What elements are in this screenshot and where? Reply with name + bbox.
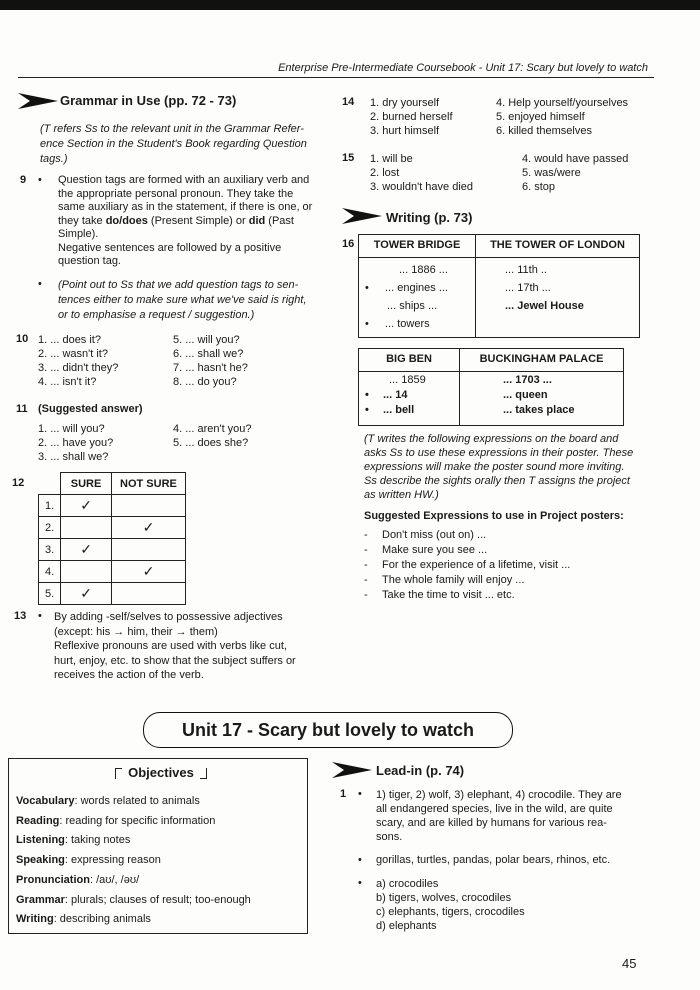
cell-text: ... towers — [385, 318, 430, 330]
bullet-icon: • — [358, 854, 362, 866]
answer-item: 2. burned herself — [370, 111, 453, 123]
check-icon — [61, 517, 112, 539]
text-line: (except: his → him, their → them) — [54, 625, 218, 638]
objective-text: : taking notes — [64, 834, 131, 847]
bigben-table — [358, 348, 624, 426]
check-icon: ✓ — [61, 539, 112, 561]
cell-text: ... ships ... — [387, 300, 438, 312]
table-row — [365, 388, 426, 403]
leadin-title: Lead-in (p. 74) — [376, 763, 465, 778]
table-row — [365, 279, 448, 297]
cell-text: ... 1703 ... — [503, 374, 552, 386]
row-divider — [359, 371, 623, 372]
table-corner — [39, 473, 61, 495]
text-line: sons. — [376, 831, 403, 843]
answer-item: 5. was/were — [522, 167, 581, 179]
text-line: Negative sentences are followed by a positive — [58, 241, 282, 254]
check-icon: ✓ — [61, 583, 112, 605]
ex9-bullet1 — [58, 174, 312, 269]
grammar-title: Grammar in Use (pp. 72 - 73) — [60, 93, 237, 108]
leadin-answer1 — [376, 788, 622, 844]
check-icon — [111, 583, 185, 605]
cell-text: ... 1886 ... — [399, 264, 448, 276]
table-row — [39, 517, 186, 539]
objective-item — [16, 910, 251, 930]
answer-item: 3. ... didn't they? — [38, 362, 119, 374]
objective-text: : words related to animals — [74, 795, 200, 807]
note-line: ence Section in the Student's Book regarding Question — [40, 138, 307, 150]
list-item: - Make sure you see ... — [364, 544, 488, 556]
text-line: all endangered species, live in the wild, are quite — [376, 803, 613, 815]
answer-item: 5. enjoyed himself — [496, 111, 585, 123]
objective-label: Pronunciation — [16, 873, 90, 886]
col-header: SURE — [61, 473, 112, 495]
cell-text: ... bell — [383, 404, 415, 416]
answer-item: 4. ... aren't you? — [173, 423, 252, 435]
section-arrow-icon — [342, 206, 382, 226]
text-line: hurt, enjoy, etc. to show that the subject suffers or — [54, 654, 296, 667]
writing-title: Writing (p. 73) — [386, 210, 473, 225]
exercise-number: 1 — [340, 788, 347, 800]
text-line: Reflexive pronouns are used with verbs like cut, — [54, 640, 287, 652]
text-line: d) elephants — [376, 920, 437, 932]
list-text: Make sure you see ... — [382, 544, 488, 556]
ex15-left — [370, 152, 473, 194]
ex11-right — [173, 422, 252, 450]
text-line: By adding -self/selves to possessive adjectives — [54, 611, 283, 623]
cell-text: ... takes place — [503, 404, 575, 416]
cell-text: ... Jewel House — [505, 300, 584, 312]
row-number: 1. — [39, 495, 61, 517]
ex10-left — [38, 333, 118, 389]
answer-item: 5. ... does she? — [173, 437, 249, 449]
check-icon — [61, 561, 112, 583]
objective-item — [16, 831, 251, 851]
answer-item: 6. stop — [522, 181, 556, 193]
objectives-title-frame — [115, 764, 207, 782]
row-number: 4. — [39, 561, 61, 583]
objective-text: : plurals; clauses of result; too-enough — [64, 893, 251, 906]
ex13-text — [54, 610, 296, 683]
list-text: Take the time to visit ... etc. — [382, 589, 515, 601]
text-line: receives the action of the verb. — [54, 669, 204, 681]
exercise-number: 12 — [12, 477, 25, 489]
list-item: - For the experience of a lifetime, visit ... — [364, 559, 571, 571]
section-arrow-icon — [332, 760, 372, 780]
text-line: scary, and are killed by humans for various rea- — [376, 817, 607, 829]
writing-note — [364, 432, 633, 502]
check-icon: ✓ — [111, 517, 185, 539]
bullet-icon: • — [365, 389, 369, 401]
ex10-right — [173, 333, 248, 389]
exercise-number: 11 — [16, 403, 28, 415]
ex11-left — [38, 422, 113, 464]
text-line: same auxiliary as in the statement, if there is one, or — [58, 201, 313, 213]
suggested-list — [364, 528, 570, 603]
note-line: tags.) — [40, 153, 68, 165]
list-item: - The whole family will enjoy ... — [364, 574, 525, 586]
col-header: THE TOWER OF LONDON — [490, 239, 625, 251]
objective-label: Speaking — [16, 854, 65, 867]
big-ben-cell — [365, 373, 426, 418]
row-number: 3. — [39, 539, 61, 561]
check-icon — [111, 539, 185, 561]
answer-item: 1. ... will you? — [38, 423, 105, 435]
text-line: 1) tiger, 2) wolf, 3) elephant, 4) crocodile. They are — [376, 789, 622, 801]
objective-item — [16, 871, 251, 891]
table-row — [365, 261, 448, 279]
objectives-title: Objectives — [128, 765, 194, 780]
answer-item: 7. ... hasn't he? — [173, 362, 248, 374]
table-row — [365, 373, 426, 388]
tower-table — [358, 234, 640, 338]
answer-item: 2. ... wasn't it? — [38, 348, 108, 360]
objective-item — [16, 891, 251, 911]
objective-label: Reading — [16, 814, 60, 827]
exercise-number: 14 — [342, 96, 355, 108]
answer-item: 1. ... does it? — [38, 334, 101, 346]
check-icon — [111, 495, 185, 517]
cell-text: ... 11th .. — [505, 264, 547, 276]
tower-bridge-cell — [365, 261, 448, 333]
text-line: as written HW.) — [364, 489, 439, 501]
exercise-number: 9 — [20, 174, 27, 186]
cell-text: ... 1859 — [389, 374, 426, 386]
suggested-title: Suggested Expressions to use in Project posters: — [364, 510, 624, 522]
text-span: (Present Simple) or — [147, 214, 249, 227]
sure-not-sure-table — [38, 472, 186, 605]
running-header: Enterprise Pre-Intermediate Coursebook - Unit 17: Scary but lovely to watch — [278, 62, 648, 74]
cell-text: ... 17th ... — [505, 282, 551, 294]
text-line: tences either to make sure what we've said is right, — [58, 294, 307, 306]
list-text: The whole family will enjoy ... — [382, 574, 525, 586]
table-row — [365, 315, 448, 333]
objective-label: Vocabulary — [16, 795, 75, 807]
objective-label: Listening — [16, 834, 65, 847]
text-line: or to emphasise a request / suggestion.) — [58, 309, 255, 321]
text-span: (Past — [265, 214, 294, 227]
text-line: Simple). — [58, 228, 99, 240]
table-row — [39, 495, 186, 517]
answer-item: 4. would have passed — [522, 153, 629, 165]
bullet-icon: • — [38, 174, 42, 186]
bullet-icon: • — [358, 877, 362, 889]
objectives-box — [8, 758, 308, 934]
leadin-answer2: gorillas, turtles, pandas, polar bears, rhinos, etc. — [376, 854, 611, 866]
leadin-answer3 — [376, 877, 525, 933]
answer-item: 5. ... will you? — [173, 334, 240, 346]
text-span: they take — [58, 214, 106, 227]
grammar-note — [40, 122, 307, 167]
exercise-number: 10 — [16, 333, 29, 345]
exercise-number: 13 — [14, 610, 27, 622]
check-icon: ✓ — [111, 561, 185, 583]
unit-banner — [143, 712, 513, 748]
bold-term: do/does — [105, 214, 148, 227]
note-line: (T refers Ss to the relevant unit in the Grammar Refer- — [40, 123, 304, 135]
cell-text: ... engines ... — [385, 282, 448, 294]
text-line — [58, 215, 312, 229]
tower-of-london-cell — [505, 261, 584, 315]
answer-item: 2. lost — [370, 167, 400, 179]
text-line: b) tigers, wolves, crocodiles — [376, 892, 512, 904]
list-item: - Take the time to visit ... etc. — [364, 589, 515, 601]
col-header: NOT SURE — [111, 473, 185, 495]
answer-item: 6. killed themselves — [496, 125, 592, 137]
unit-title: Unit 17 - Scary but lovely to watch — [181, 720, 475, 740]
exercise-number: 15 — [342, 152, 355, 164]
objective-text: : /aʊ/, /əʊ/ — [89, 873, 140, 886]
objective-label: Writing — [16, 913, 54, 926]
col-header: BIG BEN — [386, 353, 432, 365]
text-line: c) elephants, tigers, crocodiles — [376, 906, 525, 918]
ex9-bullet2 — [58, 278, 307, 323]
objective-item — [16, 792, 251, 812]
bullet-icon: • — [38, 278, 42, 290]
text-line: (Point out to Ss that we add question tags to sen- — [58, 279, 299, 291]
row-divider — [359, 257, 639, 258]
bullet-icon: • — [365, 318, 369, 330]
text-line: asks Ss to use these expressions in their poster. These — [364, 447, 634, 459]
page-number: 45 — [622, 956, 637, 971]
list-item: - Don't miss (out on) ... — [364, 529, 487, 541]
section-arrow-icon — [18, 91, 58, 111]
scan-top-border — [0, 0, 700, 10]
objective-text: : describing animals — [53, 913, 151, 926]
answer-item: 4. ... isn't it? — [38, 376, 97, 388]
table-row — [39, 539, 186, 561]
ex15-right — [522, 152, 628, 194]
bullet-icon: • — [365, 404, 369, 416]
answer-item: 1. dry yourself — [370, 97, 440, 109]
bullet-icon: • — [358, 788, 362, 800]
ex14-left — [370, 96, 453, 138]
cell-text: ... queen — [503, 389, 548, 401]
answer-item: 4. Help yourself/yourselves — [496, 97, 629, 109]
objective-text: : reading for specific information — [59, 814, 216, 827]
ex11-title: (Suggested answer) — [38, 403, 143, 415]
cell-text: ... 14 — [383, 389, 408, 401]
answer-item: 3. wouldn't have died — [370, 181, 474, 193]
row-number: 2. — [39, 517, 61, 539]
text-line: (T writes the following expressions on the board and — [364, 433, 619, 445]
ex14-right — [496, 96, 628, 138]
table-row — [39, 583, 186, 605]
buckingham-cell — [503, 373, 575, 418]
exercise-number: 16 — [342, 238, 355, 250]
list-text: For the experience of a lifetime, visit ... — [382, 559, 571, 571]
text-line: the appropriate personal pronoun. They take the — [58, 187, 294, 200]
row-number: 5. — [39, 583, 61, 605]
bullet-icon: • — [38, 610, 42, 622]
text-line: expressions will make the poster sound more inviting. — [364, 461, 625, 473]
answer-item: 3. hurt himself — [370, 125, 440, 137]
objectives-list — [16, 792, 251, 930]
text-line: Ss describe the sights orally then T assigns the project — [364, 475, 630, 487]
answer-item: 6. ... shall we? — [173, 348, 244, 360]
list-text: Don't miss (out on) ... — [382, 529, 487, 541]
objective-item — [16, 851, 251, 871]
text-line: a) crocodiles — [376, 878, 439, 890]
bold-term: did — [248, 214, 266, 227]
answer-item: 2. ... have you? — [38, 437, 114, 449]
text-line: Question tags are formed with an auxiliary verb and — [58, 174, 310, 186]
answer-item: 3. ... shall we? — [38, 451, 109, 463]
text-line: question tag. — [58, 255, 121, 267]
table-row — [365, 297, 448, 315]
objective-label: Grammar — [16, 893, 65, 906]
table-row — [365, 403, 426, 418]
answer-item: 1. will be — [370, 153, 413, 165]
answer-item: 8. ... do you? — [173, 376, 237, 388]
col-header: TOWER BRIDGE — [373, 239, 461, 251]
check-icon: ✓ — [61, 495, 112, 517]
table-row — [39, 561, 186, 583]
objective-text: : expressing reason — [64, 854, 161, 867]
bullet-icon: • — [365, 282, 369, 294]
objective-item — [16, 812, 251, 832]
header-rule — [18, 77, 654, 78]
col-header: BUCKINGHAM PALACE — [479, 353, 604, 365]
